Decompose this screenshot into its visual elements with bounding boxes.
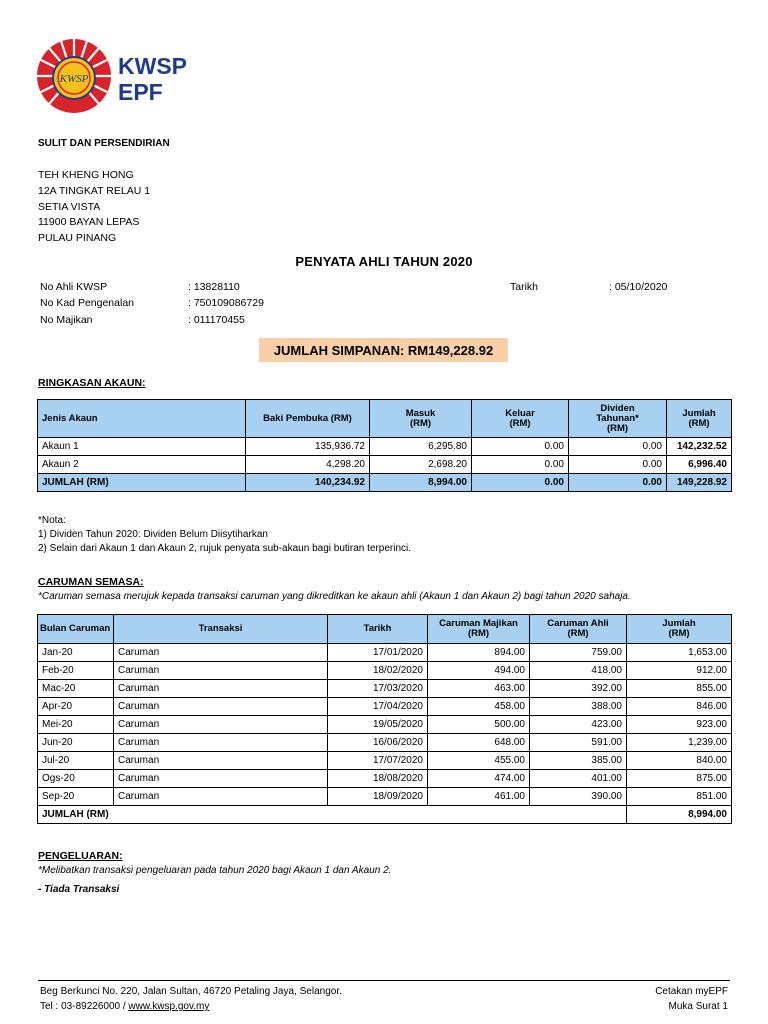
website-link[interactable]: www.kwsp.gov.my — [128, 1001, 210, 1012]
table-cell: 0.00 — [472, 474, 569, 492]
footer-printed: Cetakan myEPF — [655, 986, 728, 997]
date-label: Tarikh — [510, 281, 539, 293]
summary-title: RINGKASAN AKAUN: — [38, 377, 146, 389]
table-cell: 648.00 — [428, 734, 530, 752]
table-cell: 923.00 — [627, 716, 732, 734]
contributions-note: *Caruman semasa merujuk kepada transaksi caruman yang dikreditkan ke akaun ahli (Akaun 1 dan Akaun 2) bagi tahun 2020 sahaja. — [38, 591, 631, 602]
note-line: 2) Selain dari Akaun 1 dan Akaun 2, rujuk penyata sub-akaun bagi butiran terperinci. — [38, 543, 412, 554]
table-cell: 8,994.00 — [370, 474, 472, 492]
table-cell: 912.00 — [627, 662, 732, 680]
table-cell: 385.00 — [530, 752, 627, 770]
table-cell: 0.00 — [472, 438, 569, 456]
footer-phone-line — [40, 999, 342, 1014]
table-cell: Akaun 2 — [38, 456, 246, 474]
col-header: Baki Pembuka (RM) — [246, 400, 370, 438]
table-row — [38, 680, 732, 698]
table-row — [38, 644, 732, 662]
account-summary-table — [37, 399, 732, 492]
table-cell: 759.00 — [530, 644, 627, 662]
table-cell: 17/07/2020 — [328, 752, 428, 770]
withdrawals-title: PENGELUARAN: — [38, 850, 123, 862]
table-cell: 140,234.92 — [246, 474, 370, 492]
table-cell: 149,228.92 — [667, 474, 732, 492]
table-total-row — [38, 806, 732, 824]
table-cell: Caruman — [114, 662, 328, 680]
table-cell: 135,936.72 — [246, 438, 370, 456]
table-cell: 894.00 — [428, 644, 530, 662]
svg-text:KWSP: KWSP — [118, 53, 187, 79]
col-header: Caruman Majikan (RM) — [428, 615, 530, 644]
kwsp-logo — [36, 38, 196, 118]
table-cell: 875.00 — [627, 770, 732, 788]
col-header: Tarikh — [328, 615, 428, 644]
table-row — [38, 716, 732, 734]
table-cell: 18/09/2020 — [328, 788, 428, 806]
table-cell: 423.00 — [530, 716, 627, 734]
table-cell: 16/06/2020 — [328, 734, 428, 752]
table-cell: Caruman — [114, 788, 328, 806]
table-cell: Caruman — [114, 716, 328, 734]
table-cell: 1,653.00 — [627, 644, 732, 662]
table-cell: 17/01/2020 — [328, 644, 428, 662]
svg-text:KWSP: KWSP — [59, 73, 89, 85]
table-cell: 1,239.00 — [627, 734, 732, 752]
recipient-address — [38, 168, 150, 247]
table-cell: 390.00 — [530, 788, 627, 806]
table-cell: Caruman — [114, 752, 328, 770]
svg-text:EPF: EPF — [118, 79, 163, 105]
footer-phone: Tel : 03-89226000 / — [40, 1001, 129, 1012]
table-cell: 388.00 — [530, 698, 627, 716]
table-cell: 18/08/2020 — [328, 770, 428, 788]
address-line: 11900 BAYAN LEPAS — [38, 216, 140, 229]
table-cell: Caruman — [114, 734, 328, 752]
table-row — [38, 788, 732, 806]
notes-block — [38, 514, 411, 556]
table-cell: 591.00 — [530, 734, 627, 752]
col-header: Masuk (RM) — [370, 400, 472, 438]
table-cell: 855.00 — [627, 680, 732, 698]
table-cell: 401.00 — [530, 770, 627, 788]
table-cell: JUMLAH (RM) — [38, 474, 246, 492]
table-cell: 500.00 — [428, 716, 530, 734]
table-cell: 8,994.00 — [627, 806, 732, 824]
table-cell: 17/03/2020 — [328, 680, 428, 698]
col-header: Keluar (RM) — [472, 400, 569, 438]
table-cell: 142,232.52 — [667, 438, 732, 456]
table-cell: 463.00 — [428, 680, 530, 698]
col-header: Bulan Caruman — [38, 615, 114, 644]
address-line: TEH KHENG HONG — [38, 169, 134, 181]
table-cell: Ogs-20 — [38, 770, 114, 788]
table-cell: Sep-20 — [38, 788, 114, 806]
table-cell: 0.00 — [472, 456, 569, 474]
table-cell: 6,996.40 — [667, 456, 732, 474]
table-cell: Caruman — [114, 698, 328, 716]
col-header: Jumlah (RM) — [667, 400, 732, 438]
table-cell: 0.00 — [569, 438, 667, 456]
table-cell: 461.00 — [428, 788, 530, 806]
confidential-label: SULIT DAN PERSENDIRIAN — [38, 138, 170, 149]
contributions-title: CARUMAN SEMASA: — [38, 576, 144, 588]
table-row — [38, 734, 732, 752]
employer-no-label: No Majikan — [40, 314, 93, 326]
table-cell: 418.00 — [530, 662, 627, 680]
table-cell: Caruman — [114, 680, 328, 698]
address-line: 12A TINGKAT RELAU 1 — [38, 184, 151, 197]
table-cell: Jan-20 — [38, 644, 114, 662]
col-header: Dividen Tahunan* (RM) — [569, 400, 667, 438]
date-value: : 05/10/2020 — [609, 281, 668, 293]
address-line: SETIA VISTA — [38, 200, 101, 213]
member-no-label: No Ahli KWSP — [40, 281, 108, 293]
col-header: Transaksi — [114, 615, 328, 644]
table-cell: 6,295.80 — [370, 438, 472, 456]
table-cell: JUMLAH (RM) — [38, 806, 627, 824]
table-cell: 458.00 — [428, 698, 530, 716]
table-row — [38, 438, 732, 456]
table-cell: 2,698.20 — [370, 456, 472, 474]
withdrawals-note: *Melibatkan transaksi pengeluaran pada tahun 2020 bagi Akaun 1 dan Akaun 2. — [38, 865, 392, 876]
table-cell: 494.00 — [428, 662, 530, 680]
table-cell: Feb-20 — [38, 662, 114, 680]
table-header-row — [38, 615, 732, 644]
table-cell: Caruman — [114, 770, 328, 788]
table-cell: 0.00 — [569, 456, 667, 474]
table-cell: 17/04/2020 — [328, 698, 428, 716]
table-cell: 474.00 — [428, 770, 530, 788]
address-line: PULAU PINANG — [38, 232, 117, 245]
footer-divider — [38, 980, 730, 981]
contributions-table — [37, 614, 732, 824]
table-cell: Apr-20 — [38, 698, 114, 716]
table-cell: Caruman — [114, 644, 328, 662]
footer-address: Beg Berkunci No. 220, Jalan Sultan, 46720 Petaling Jaya, Selangor. — [40, 986, 342, 997]
table-cell: 851.00 — [627, 788, 732, 806]
col-header: Caruman Ahli (RM) — [530, 615, 627, 644]
table-cell: 392.00 — [530, 680, 627, 698]
table-cell: Mei-20 — [38, 716, 114, 734]
no-transactions-label: - Tiada Transaksi — [38, 884, 120, 895]
table-header-row — [38, 400, 732, 438]
table-total-row — [38, 474, 732, 492]
note-line: *Nota: — [38, 515, 66, 526]
ic-no-label: No Kad Pengenalan — [40, 297, 134, 309]
table-cell: 4,298.20 — [246, 456, 370, 474]
table-cell: 455.00 — [428, 752, 530, 770]
table-row — [38, 752, 732, 770]
note-line: 1) Dividen Tahun 2020: Dividen Belum Diisytiharkan — [38, 529, 268, 540]
member-no-value: : 13828110 — [188, 281, 240, 293]
col-header: Jenis Akaun — [38, 400, 246, 438]
footer-contact — [40, 984, 342, 1014]
ic-no-value: : 750109086729 — [188, 297, 264, 309]
table-row — [38, 662, 732, 680]
table-row — [38, 456, 732, 474]
kwsp-seal-icon — [36, 38, 196, 118]
col-header: Jumlah (RM) — [627, 615, 732, 644]
employer-no-value: : 011170455 — [188, 314, 245, 326]
table-cell: 0.00 — [569, 474, 667, 492]
table-row — [38, 770, 732, 788]
table-row — [38, 698, 732, 716]
table-cell: 19/05/2020 — [328, 716, 428, 734]
table-cell: Akaun 1 — [38, 438, 246, 456]
table-cell: 840.00 — [627, 752, 732, 770]
table-cell: Mac-20 — [38, 680, 114, 698]
table-cell: Jun-20 — [38, 734, 114, 752]
footer-print-info — [655, 984, 728, 1014]
table-cell: 846.00 — [627, 698, 732, 716]
statement-title: PENYATA AHLI TAHUN 2020 — [295, 254, 473, 269]
footer-page-number: Muka Surat 1 — [668, 1001, 728, 1012]
table-cell: 18/02/2020 — [328, 662, 428, 680]
total-savings-box: JUMLAH SIMPANAN: RM149,228.92 — [259, 338, 508, 362]
table-cell: Jul-20 — [38, 752, 114, 770]
